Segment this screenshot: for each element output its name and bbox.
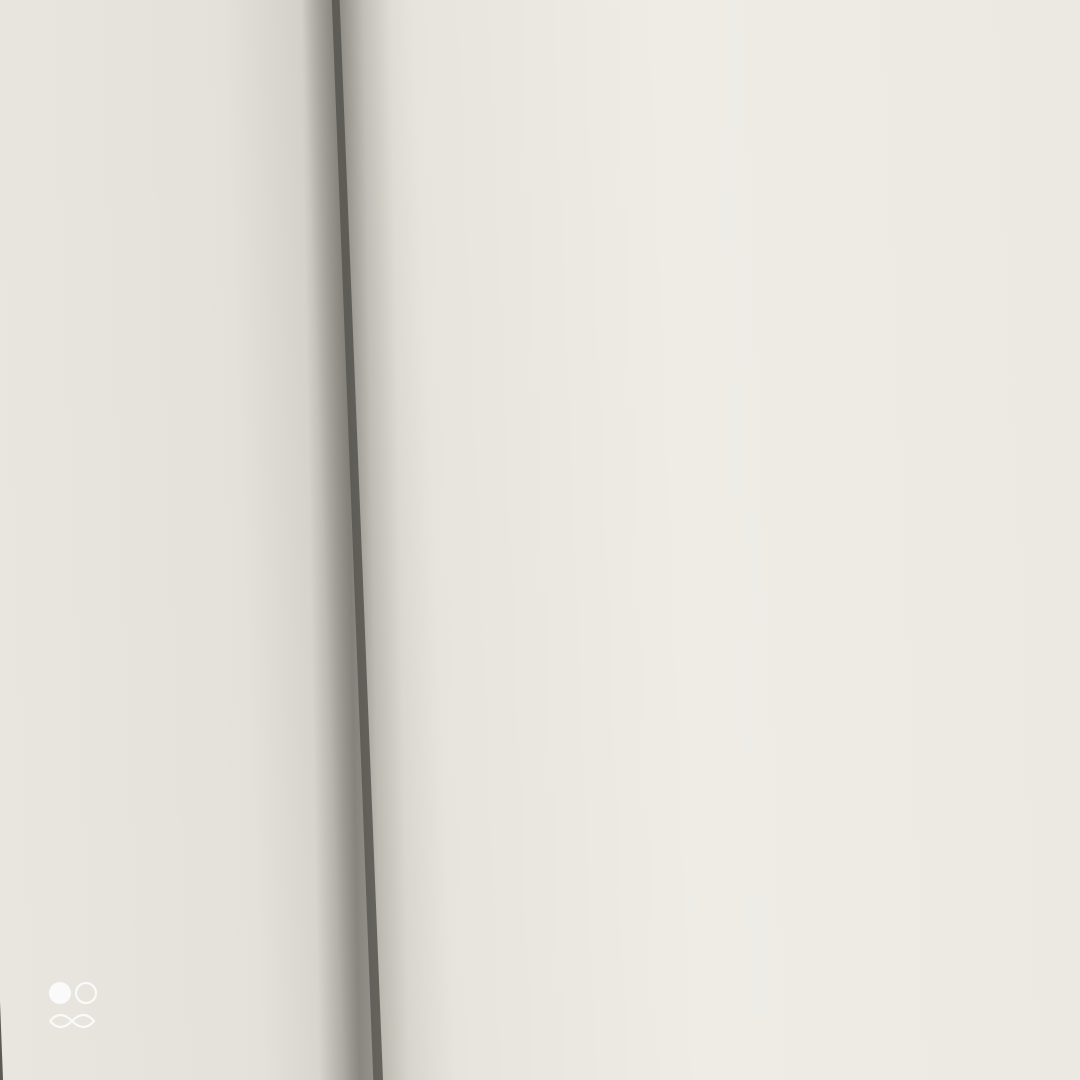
camera-logo-icon xyxy=(46,979,100,1035)
right-page xyxy=(338,0,1080,1080)
left-page-text xyxy=(0,150,300,1080)
